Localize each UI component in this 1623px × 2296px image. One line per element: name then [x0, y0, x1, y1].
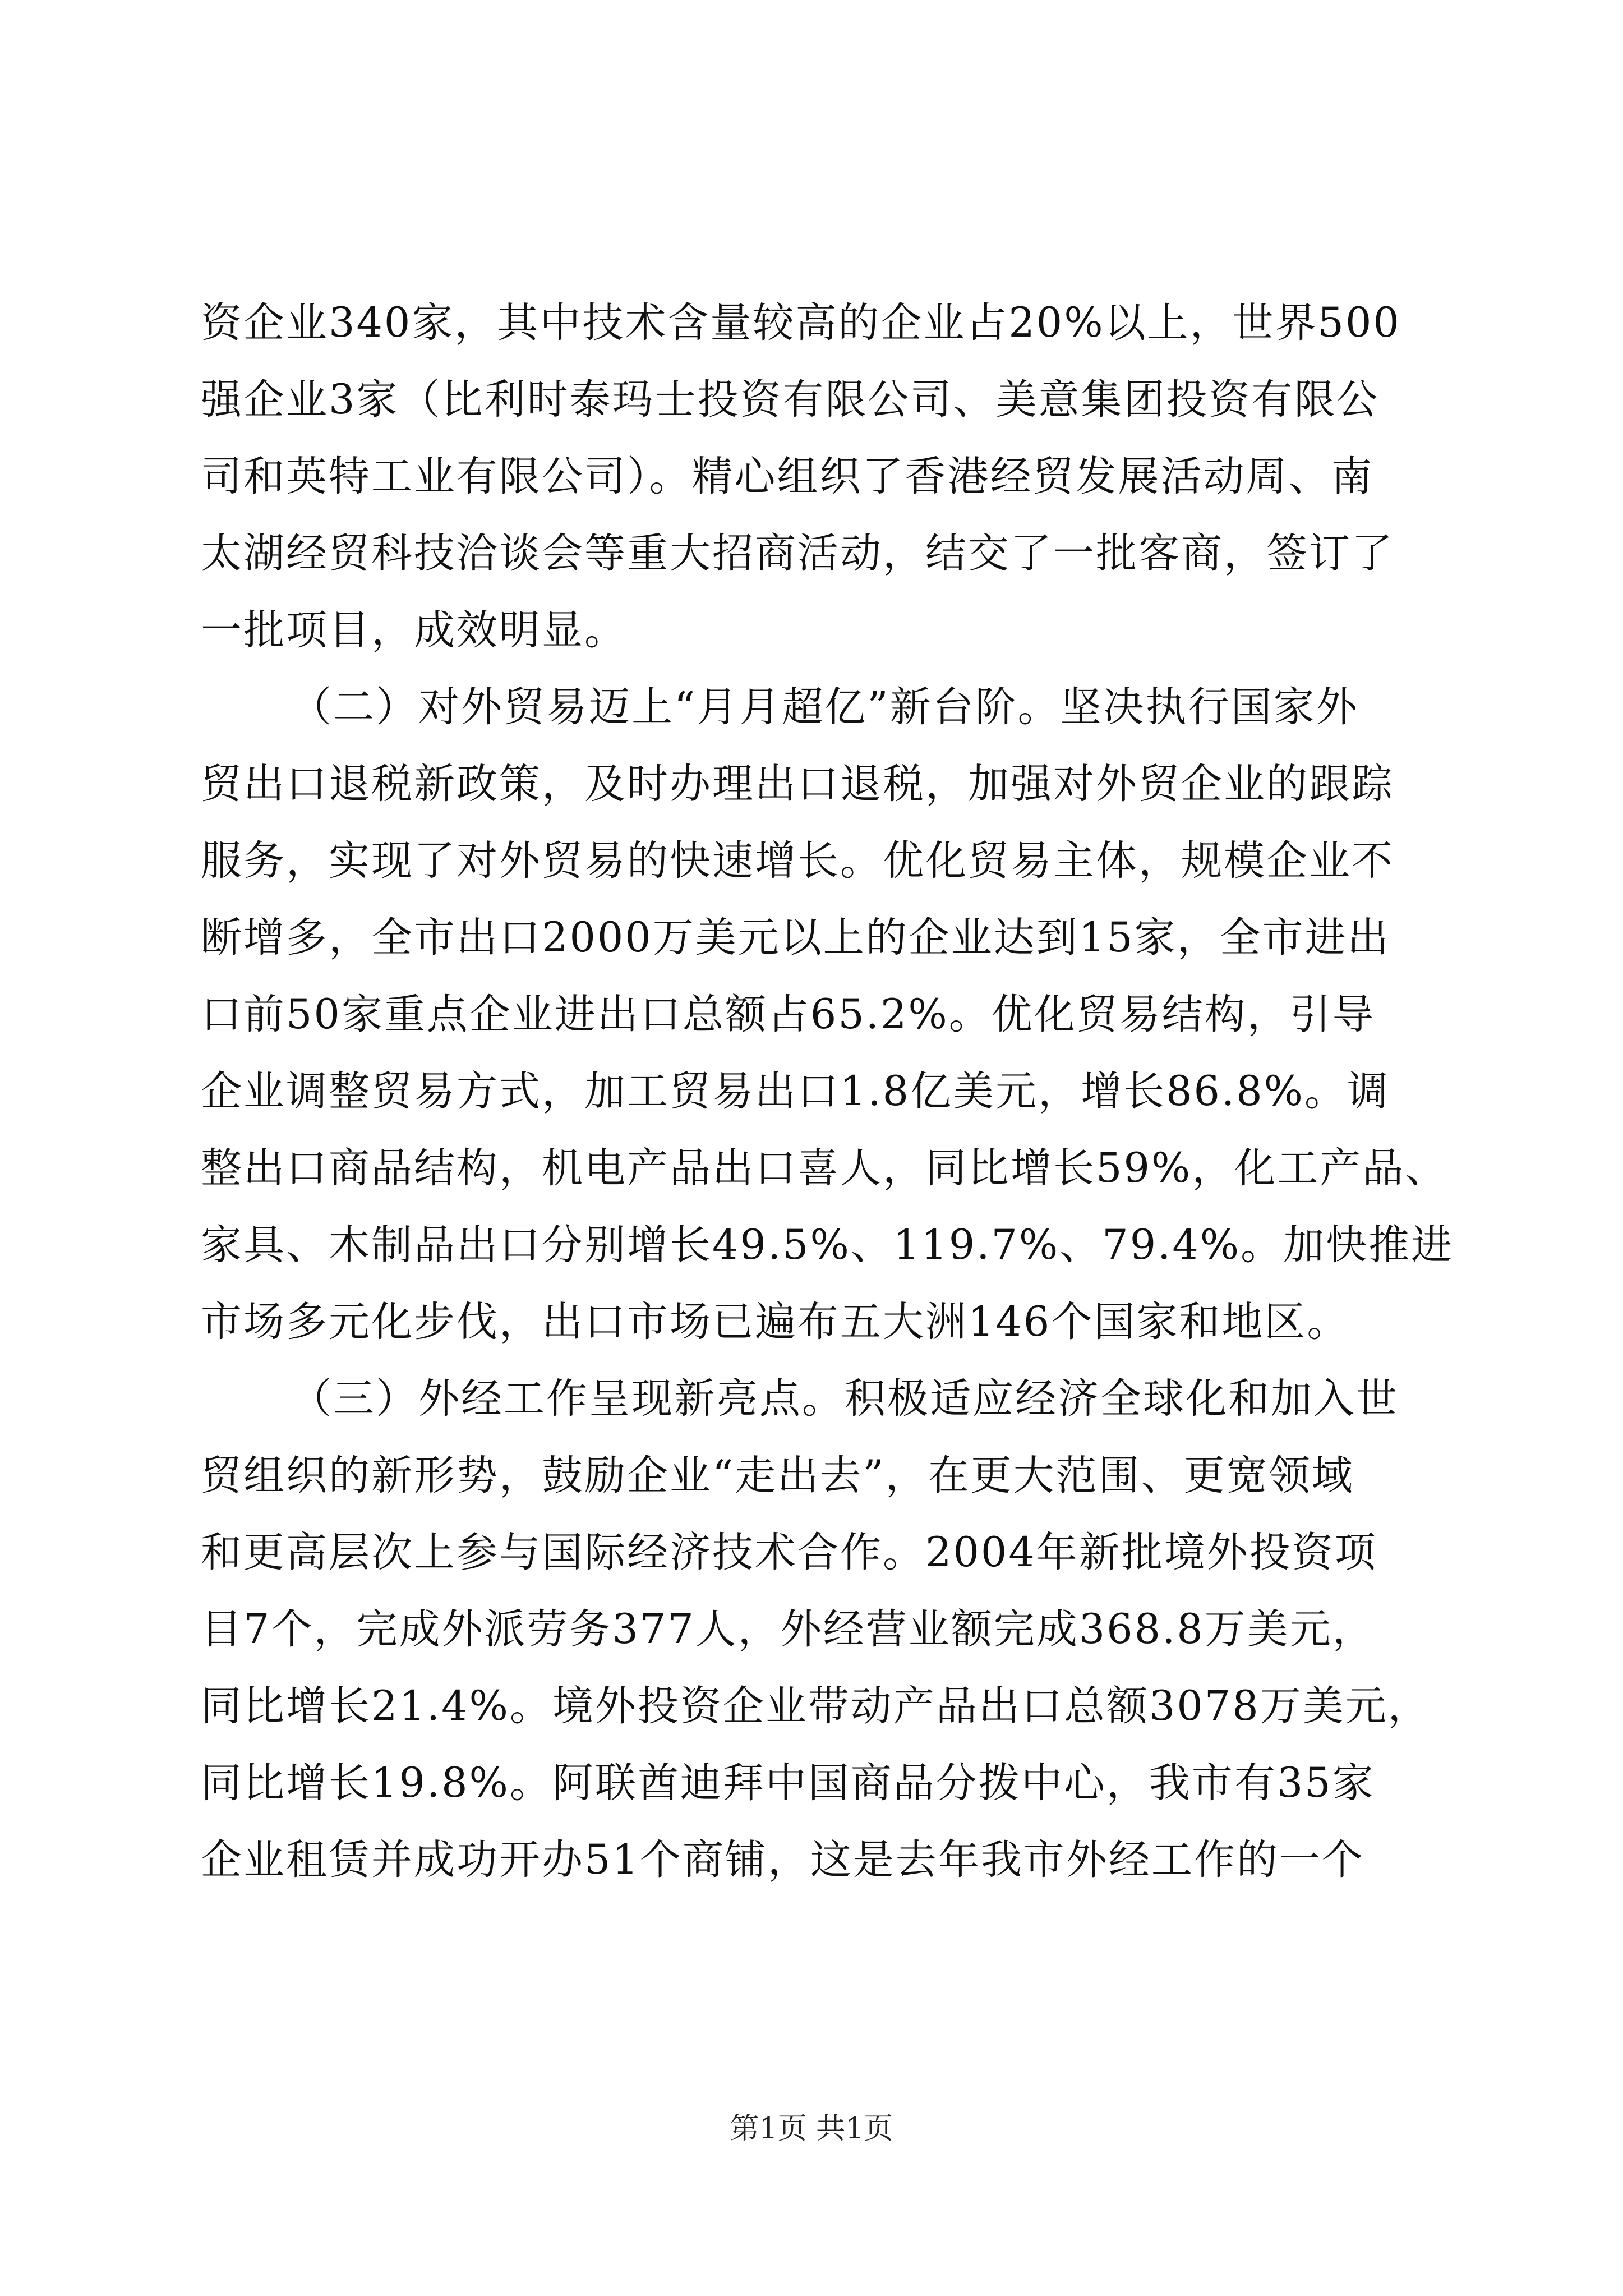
text-line: 口前50家重点企业进出口总额占65.2%。优化贸易结构，引导	[201, 991, 1375, 1038]
text-line: 一批项目，成效明显。	[201, 606, 627, 654]
text-line: 和更高层次上参与国际经济技术合作。2004年新批境外投资项	[201, 1529, 1377, 1576]
text-line: 服务，实现了对外贸易的快速增长。优化贸易主体，规模企业不	[201, 837, 1394, 885]
text-line: 企业调整贸易方式，加工贸易出口1.8亿美元，增长86.8%。调	[201, 1068, 1390, 1115]
text-line: 企业租赁并成功开办51个商铺，这是去年我市外经工作的一个	[201, 1836, 1364, 1884]
text-line: 同比增长19.8%。阿联酋迪拜中国商品分拨中心，我市有35家	[201, 1759, 1375, 1807]
page-number-label: 第1页 共1页	[730, 2112, 893, 2146]
text-line: 整出口商品结构，机电产品出口喜人，同比增长59%，化工产品、	[201, 1144, 1448, 1192]
document-body	[201, 284, 1454, 1898]
paragraph-start-line: （二）对外贸易迈上“月月超亿”新台阶。坚决执行国家外	[291, 683, 1359, 731]
text-line: 家具、木制品出口分别增长49.5%、119.7%、79.4%。加快推进	[201, 1221, 1454, 1269]
text-line: 断增多，全市出口2000万美元以上的企业达到15家，全市进出	[201, 914, 1390, 961]
text-line: 贸组织的新形势，鼓励企业“走出去”，在更大范围、更宽领域	[201, 1452, 1354, 1499]
paragraph-start-line: （三）外经工作呈现新亮点。积极适应经济全球化和加入世	[291, 1375, 1399, 1423]
text-line: 目7个，完成外派劳务377人，外经营业额完成368.8万美元，	[201, 1605, 1375, 1653]
text-line: 太湖经贸科技洽谈会等重大招商活动，结交了一批客商，签订了	[201, 530, 1394, 577]
text-line: 贸出口退税新政策，及时办理出口退税，加强对外贸企业的跟踪	[201, 760, 1394, 808]
text-line: 强企业3家（比利时泰玛士投资有限公司、美意集团投资有限公	[201, 376, 1380, 424]
text-line: 司和英特工业有限公司）。精心组织了香港经贸发展活动周、南	[201, 453, 1374, 500]
text-line: 市场多元化步伐，出口市场已遍布五大洲146个国家和地区。	[201, 1298, 1350, 1346]
text-line: 资企业340家，其中技术含量较高的企业占20%以上，世界500	[201, 299, 1401, 347]
text-line: 同比增长21.4%。境外投资企业带动产品出口总额3078万美元，	[201, 1682, 1431, 1730]
page-footer	[0, 2109, 1623, 2148]
